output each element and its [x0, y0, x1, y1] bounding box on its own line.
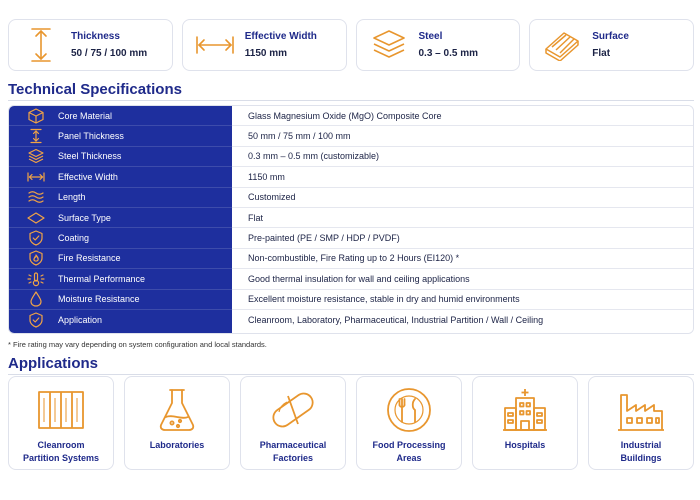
summary-card-steel — [356, 19, 521, 71]
summary-value: 1150 mm — [244, 48, 288, 59]
specs-table — [8, 105, 694, 334]
specs-value-column — [232, 106, 693, 333]
app-label — [477, 439, 573, 452]
applications-title: Applications — [8, 355, 99, 372]
spec-row-thermal-performance — [9, 269, 232, 289]
spec-value: Customized — [248, 192, 296, 203]
partition-panels-icon — [34, 385, 88, 435]
app-label — [593, 439, 689, 465]
flask-icon — [150, 385, 204, 435]
spec-value: 0.3 mm – 0.5 mm (customizable) — [248, 151, 380, 162]
thickness-icon — [25, 128, 47, 144]
flat-panel-icon — [540, 25, 584, 65]
spec-label: Application — [58, 315, 103, 326]
spec-row-moisture-resistance — [9, 290, 232, 310]
summary-value: Flat — [592, 48, 611, 59]
summary-card-surface — [529, 19, 694, 71]
spec-row-application — [9, 310, 232, 330]
app-label-line: Pharmaceutical — [259, 440, 327, 450]
spec-row-steel-thickness — [9, 147, 232, 167]
hospital-icon — [498, 385, 552, 435]
spec-value-row — [232, 126, 693, 146]
spec-value: Good thermal insulation for wall and ceiling applications — [248, 273, 470, 284]
diamond-icon — [25, 210, 47, 226]
spec-label: Length — [58, 192, 86, 203]
spec-row-panel-thickness — [9, 126, 232, 146]
spec-value-row — [232, 147, 693, 167]
plate-fork-knife-icon — [382, 385, 436, 435]
summary-value: 50 / 75 / 100 mm — [71, 48, 148, 59]
spec-value-row — [232, 167, 693, 187]
spec-value-row — [232, 106, 693, 126]
app-label — [245, 439, 341, 465]
spec-row-coating — [9, 228, 232, 248]
spec-value: Flat — [248, 212, 264, 223]
layers-icon — [25, 148, 47, 164]
specs-label-column — [9, 106, 232, 333]
app-card-cleanroom[interactable] — [8, 376, 114, 470]
spec-value: 1150 mm — [248, 171, 285, 182]
applications-grid — [8, 376, 694, 470]
spec-label: Surface Type — [58, 212, 111, 223]
vertical-arrow-icon — [19, 25, 63, 65]
spec-label: Fire Resistance — [58, 253, 121, 264]
app-label-line: Industrial — [620, 440, 662, 450]
spec-row-length — [9, 188, 232, 208]
droplet-icon — [25, 291, 47, 307]
app-label-line: Food Processing — [372, 440, 446, 450]
summary-cards — [8, 19, 694, 71]
spec-value-row — [232, 208, 693, 228]
width-icon — [25, 169, 47, 185]
spec-value: Excellent moisture resistance, stable in dry and humid environments — [248, 294, 520, 305]
fire-rating-footnote: * Fire rating may vary depending on system configuration and local standards. — [8, 340, 267, 349]
spec-value: Cleanroom, Laboratory, Pharmaceutical, Industrial Partition / Wall / Ceiling — [248, 315, 544, 326]
app-card-industrial[interactable] — [588, 376, 694, 470]
layers-icon — [367, 25, 411, 65]
spec-label: Moisture Resistance — [58, 294, 140, 305]
spec-value: Pre-painted (PE / SMP / HDP / PVDF) — [248, 233, 400, 244]
summary-label: Thickness — [71, 31, 120, 42]
divider — [8, 374, 694, 375]
spec-label: Panel Thickness — [58, 131, 124, 142]
spec-label: Effective Width — [58, 171, 118, 182]
spec-label: Thermal Performance — [58, 273, 146, 284]
factory-icon — [614, 385, 668, 435]
spec-value-row — [232, 249, 693, 269]
spec-value-row — [232, 310, 693, 330]
app-card-food-processing[interactable] — [356, 376, 462, 470]
summary-label: Steel — [418, 31, 443, 42]
app-card-pharmaceutical[interactable] — [240, 376, 346, 470]
spec-label: Core Material — [58, 110, 113, 121]
spec-value: Glass Magnesium Oxide (MgO) Composite Core — [248, 110, 442, 121]
capsule-icon — [266, 385, 320, 435]
app-label-line: Laboratories — [149, 440, 205, 450]
app-label-line: Hospitals — [504, 440, 546, 450]
divider — [8, 100, 694, 101]
app-card-laboratories[interactable] — [124, 376, 230, 470]
shield-check-icon — [25, 230, 47, 246]
spec-value: 50 mm / 75 mm / 100 mm — [248, 131, 351, 142]
tech-specs-title: Technical Specifications — [8, 81, 182, 98]
app-label-line: Partition Systems — [22, 453, 100, 463]
summary-label: Effective Width — [244, 31, 317, 42]
spec-row-surface-type — [9, 208, 232, 228]
spec-row-effective-width — [9, 167, 232, 187]
cube-icon — [25, 108, 47, 124]
fire-shield-icon — [25, 250, 47, 266]
shield-check-icon — [25, 312, 47, 328]
spec-value-row — [232, 269, 693, 289]
spec-value: Non-combustible, Fire Rating up to 2 Hours (EI120) * — [248, 253, 460, 264]
wave-lines-icon — [25, 189, 47, 205]
spec-label: Steel Thickness — [58, 151, 122, 162]
summary-value: 0.3 – 0.5 mm — [418, 48, 478, 59]
summary-card-thickness — [8, 19, 173, 71]
summary-card-effective-width — [182, 19, 347, 71]
spec-row-fire-resistance — [9, 249, 232, 269]
app-label-line: Factories — [272, 453, 314, 463]
spec-value-row — [232, 228, 693, 248]
app-card-hospitals[interactable] — [472, 376, 578, 470]
app-label-line: Areas — [396, 453, 422, 463]
app-label — [13, 439, 109, 465]
app-label — [129, 439, 225, 452]
spec-label: Coating — [58, 233, 90, 244]
spec-value-row — [232, 188, 693, 208]
spec-row-core-material — [9, 106, 232, 126]
app-label-line: Buildings — [620, 453, 662, 463]
summary-label: Surface — [592, 31, 629, 42]
app-label — [361, 439, 457, 465]
app-label-line: Cleanroom — [37, 440, 85, 450]
spec-value-row — [232, 290, 693, 310]
horizontal-width-icon — [193, 25, 237, 65]
thermometer-sun-icon — [25, 271, 47, 287]
